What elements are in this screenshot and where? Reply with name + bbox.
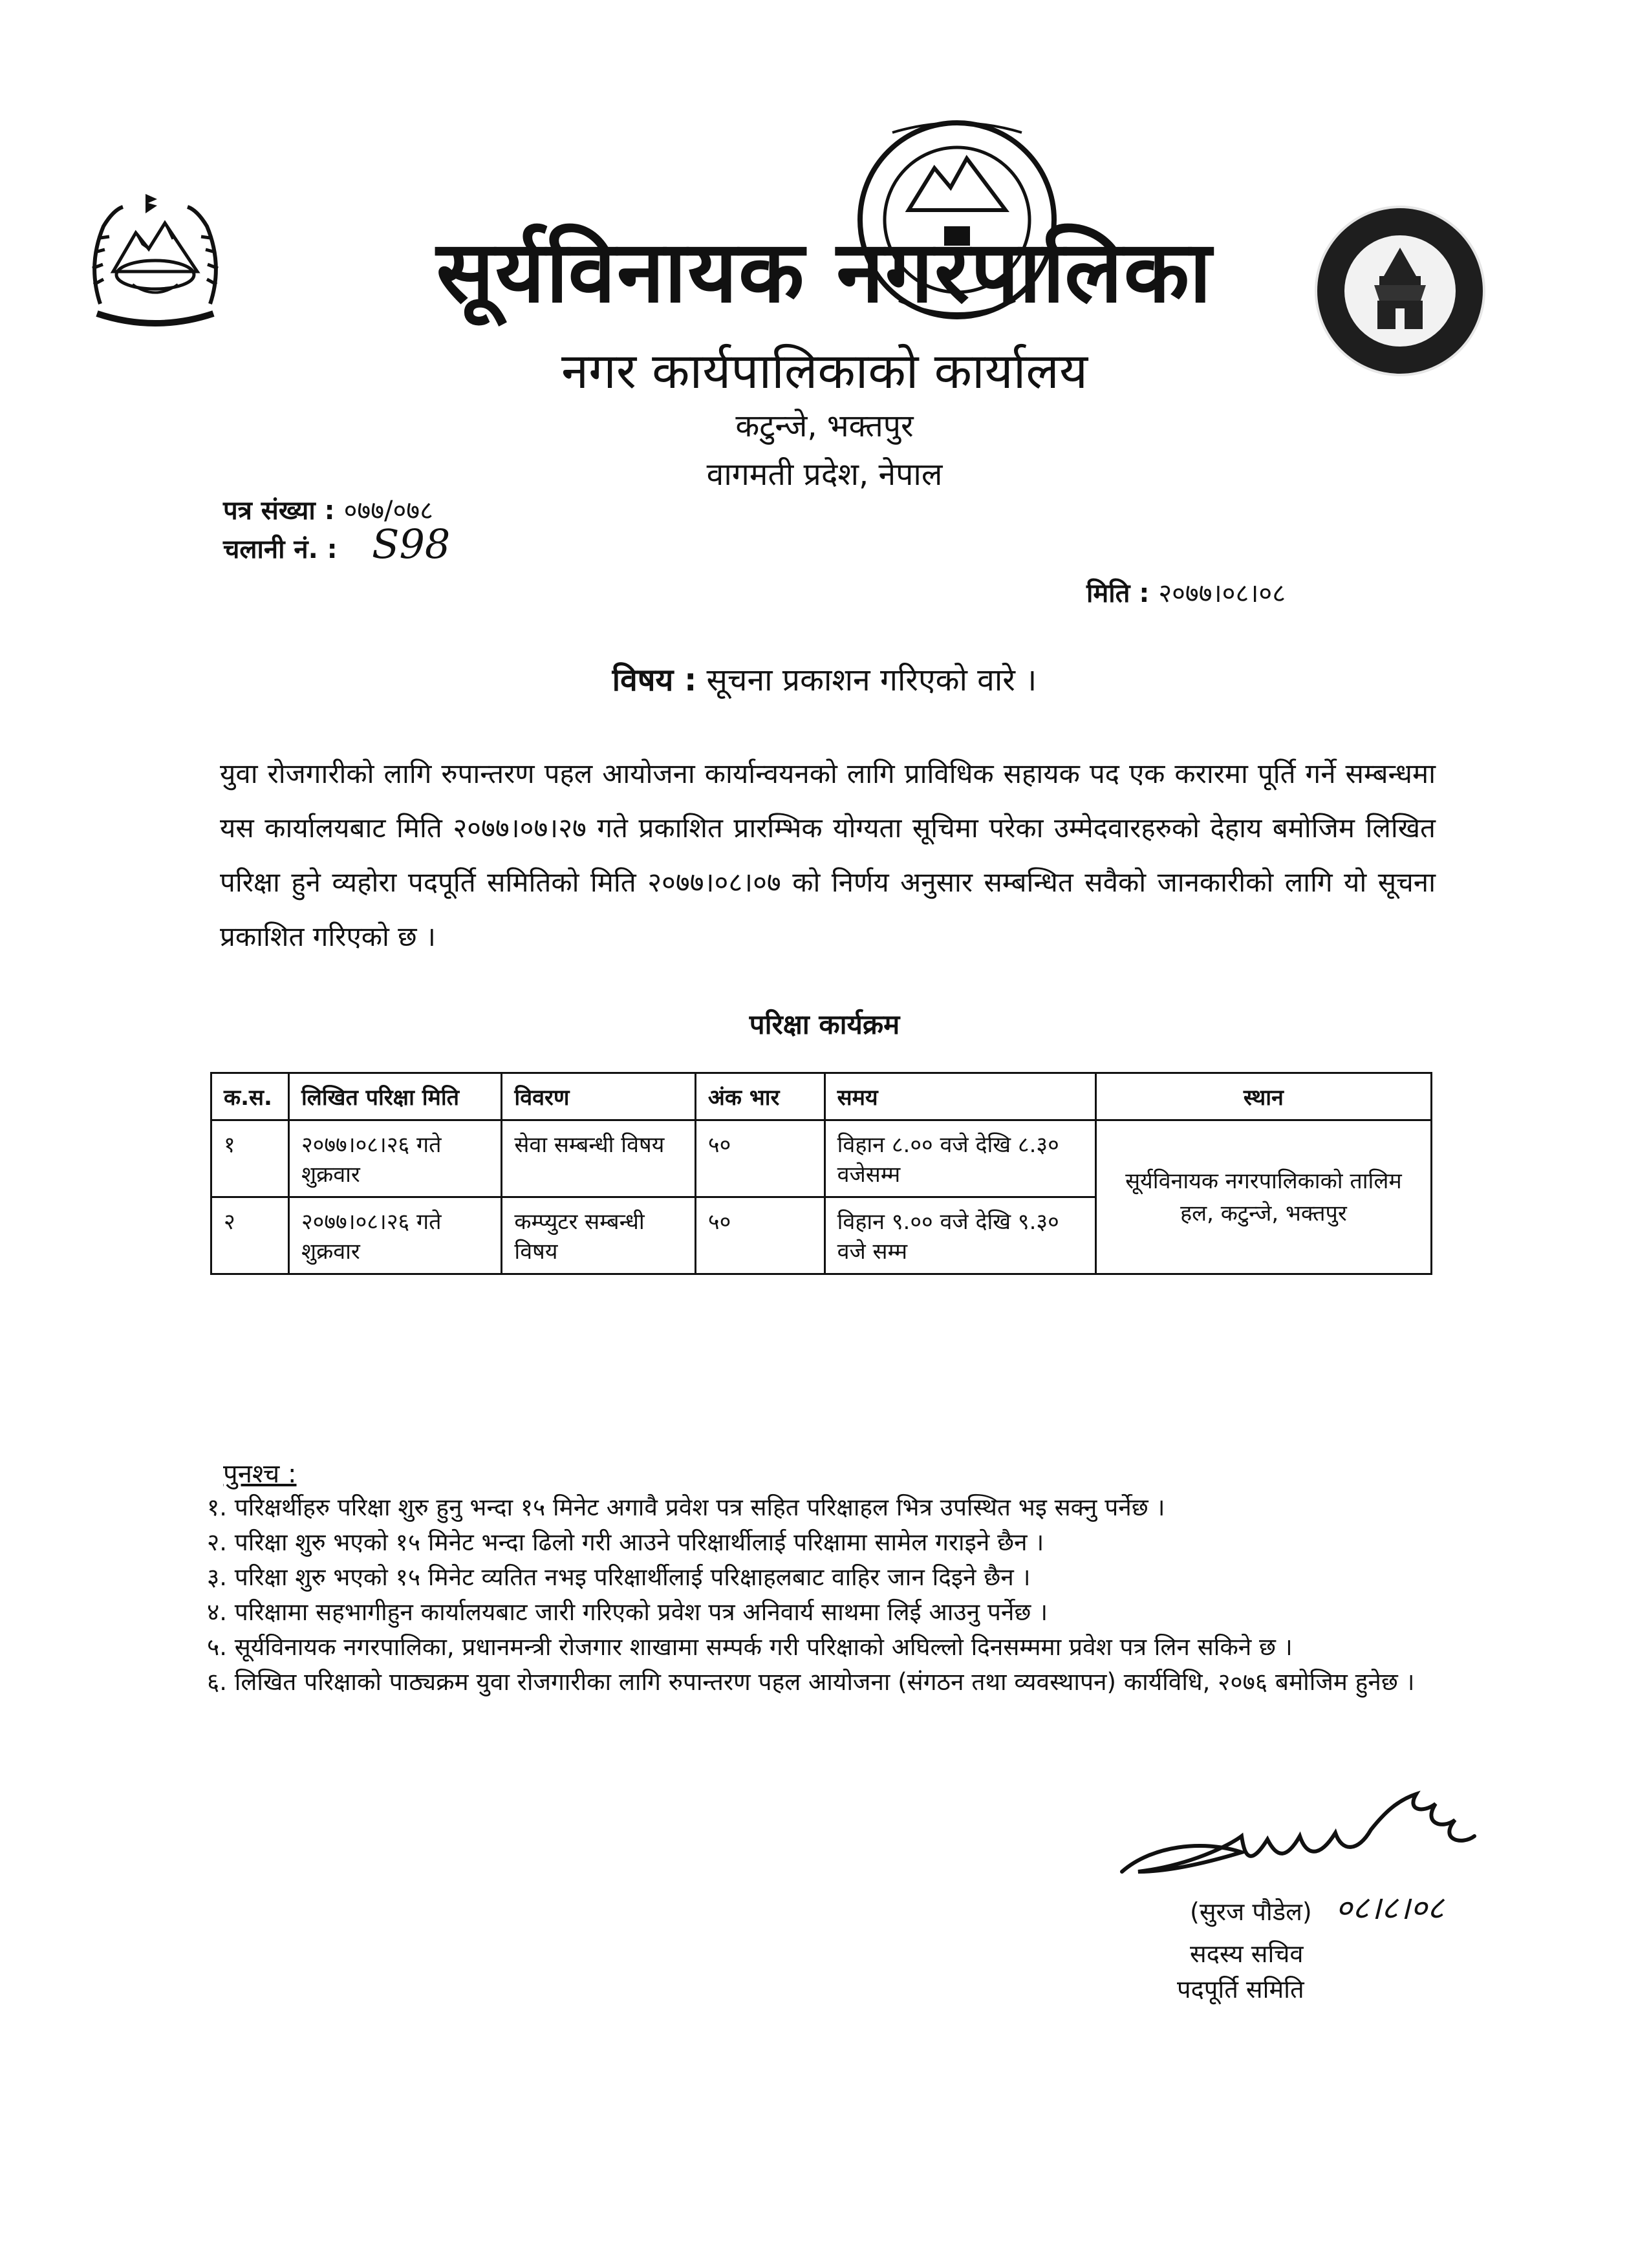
header-description: विवरण (502, 1073, 696, 1120)
cell-sn: २ (211, 1197, 289, 1274)
list-item: ५. सूर्यविनायक नगरपालिका, प्रधानमन्त्री रोजगार शाखामा सम्पर्क गरी परिक्षाको अघिल्लो दिनसम्ममा प्रवेश पत्र लिन सकिने छ । (207, 1633, 1293, 1661)
cell-date: २०७७।०८।२६ गते शुक्रवार (288, 1197, 501, 1274)
cell-marks: ५० (695, 1120, 824, 1197)
cell-marks: ५० (695, 1197, 824, 1274)
cell-venue: सूर्यविनायक नगरपालिकाको तालिम हल, कटुन्जे, भक्तपुर (1095, 1120, 1431, 1274)
table-row (211, 1120, 1432, 1197)
signatory-name: (सुरज पौडेल) (1190, 1898, 1312, 1926)
cell-time: विहान ९.०० वजे देखि ९.३० वजे सम्म (824, 1197, 1095, 1274)
address-line-2: वागमती प्रदेश, नेपाल (706, 456, 943, 493)
header-date: लिखित परिक्षा मिति (288, 1073, 501, 1120)
cell-date: २०७७।०८।२६ गते शुक्रवार (288, 1120, 501, 1197)
cell-description: सेवा सम्बन्धी विषय (502, 1120, 696, 1197)
dispatch-number-label: चलानी नं. : (223, 535, 338, 564)
list-item: १. परिक्षर्थीहरु परिक्षा शुरु हुनु भन्दा १५ मिनेट अगावै प्रवेश पत्र सहित परिक्षाहल भित्र उपस्थित भइ सक्नु पर्नेछ । (207, 1493, 1165, 1521)
cell-description: कम्प्युटर सम्बन्धी विषय (502, 1197, 696, 1274)
header-time: समय (824, 1073, 1095, 1120)
header-venue: स्थान (1095, 1073, 1431, 1120)
letter-date (1086, 574, 1286, 610)
date-value: २०७७।०८।०८ (1158, 579, 1286, 608)
exam-schedule-title: परिक्षा कार्यक्रम (749, 1009, 900, 1040)
table-header-row (211, 1073, 1432, 1120)
date-label: मिति : (1086, 579, 1150, 608)
postscript-heading: पुनश्च : (223, 1459, 297, 1489)
list-item: २. परिक्षा शुरु भएको १५ मिनेट भन्दा ढिलो गरी आउने परिक्षार्थीलाई परिक्षामा सामेल गराइने छैन । (207, 1528, 1044, 1556)
cell-time: विहान ८.०० वजे देखि ८.३० वजेसम्म (824, 1120, 1095, 1197)
exam-schedule-table (210, 1072, 1432, 1275)
handwritten-signature-icon (1112, 1775, 1513, 1910)
signatory-role: सदस्य सचिव (1190, 1940, 1304, 1968)
header-sn: क.स. (211, 1073, 289, 1120)
signature-date-handwritten: ०८।८।०८ (1335, 1889, 1444, 1927)
dispatch-number (223, 530, 338, 566)
cell-sn: १ (211, 1120, 289, 1197)
letter-number-value: ०७७/०७८ (343, 496, 433, 526)
notice-body: युवा रोजगारीको लागि रुपान्तरण पहल आयोजना कार्यान्वयनको लागि प्राविधिक सहायक पद एक करारमा पूर्ति गर्ने सम्बन्धमा यस कार्यालयबाट मिति २०७७।०७।२७ गते प्रकाशित प्रारम्भिक योग्यता सूचिमा परेका उम्मेदवारहरुको देहाय बमोजिम लिखित परिक्षा हुने व्यहोरा पदपूर्ति समितिको मिति २०७७।०८।०७ को निर्णय अनुसार सम्बन्धित सवैको जानकारीको लागि यो सूचना प्रकाशित गरिएको छ । (220, 758, 1436, 952)
dispatch-number-handwritten: S98 (372, 520, 451, 568)
subject-line (0, 658, 1649, 700)
subject-label: विषय : (612, 662, 697, 698)
header-marks: अंक भार (695, 1073, 824, 1120)
address-line-1: कटुन्जे, भक्तपुर (735, 408, 914, 444)
municipality-title: सूर्यविनायक नगरपालिका (436, 222, 1213, 322)
letter-number-label: पत्र संख्या : (223, 496, 335, 526)
postscript-list (207, 1492, 1436, 1702)
subject-text: सूचना प्रकाशन गरिएको वारे । (706, 662, 1037, 698)
list-item: ६. लिखित परिक्षाको पाठ्यक्रम युवा रोजगारीका लागि रुपान्तरण पहल आयोजना (संगठन तथा व्यवस्थापन) कार्यविधि, २०७६ बमोजिम हुनेछ । (207, 1668, 1415, 1696)
list-item: ४. परिक्षामा सहभागीहुन कार्यालयबाट जारी गरिएको प्रवेश पत्र अनिवार्य साथमा लिई आउनु पर्नेछ । (207, 1598, 1048, 1626)
office-subtitle: नगर कार्यपालिकाको कार्यालय (561, 342, 1088, 400)
signatory-committee: पदपूर्ति समिति (1177, 1975, 1304, 2004)
list-item: ३. परिक्षा शुरु भएको १५ मिनेट व्यतित नभइ परिक्षार्थीलाई परिक्षाहलबाट वाहिर जान दिइने छैन । (207, 1563, 1031, 1591)
